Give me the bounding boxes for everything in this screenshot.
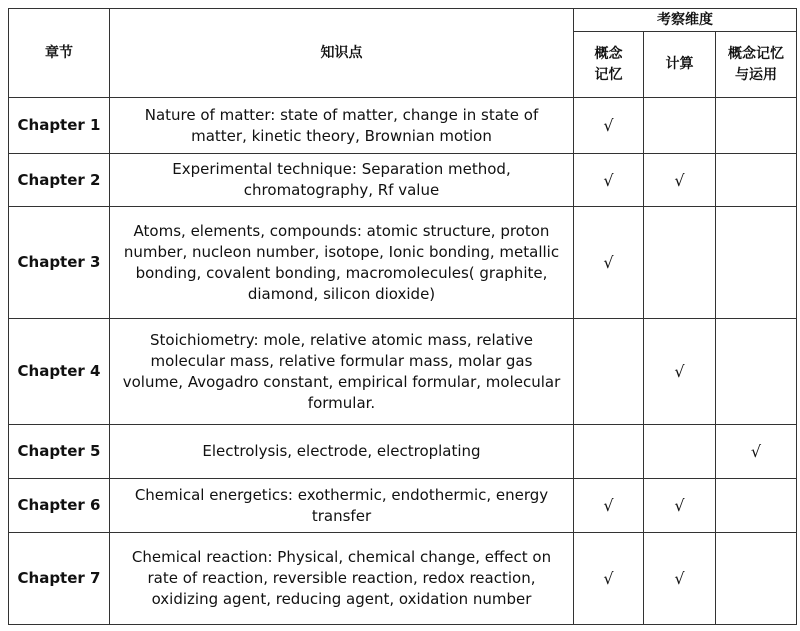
memory-cell: √ bbox=[574, 533, 644, 625]
header-apply-line1: 概念记忆 bbox=[728, 45, 784, 62]
memory-cell bbox=[574, 425, 644, 479]
table-row bbox=[9, 319, 797, 425]
header-memory-line1: 概念 bbox=[594, 45, 623, 62]
table-row bbox=[9, 207, 797, 319]
header-memory bbox=[574, 32, 644, 98]
header-dimension: 考察维度 bbox=[574, 9, 797, 32]
calc-cell: √ bbox=[644, 319, 716, 425]
header-apply bbox=[716, 32, 797, 98]
memory-cell: √ bbox=[574, 479, 644, 533]
apply-cell: √ bbox=[716, 425, 797, 479]
chapter-cell: Chapter 3 bbox=[9, 207, 110, 319]
header-knowledge: 知识点 bbox=[110, 9, 574, 98]
calc-cell: √ bbox=[644, 479, 716, 533]
topic-cell: Chemical energetics: exothermic, endothermic, energy transfer bbox=[110, 479, 574, 533]
calc-cell: √ bbox=[644, 154, 716, 207]
memory-cell bbox=[574, 319, 644, 425]
apply-cell bbox=[716, 319, 797, 425]
apply-cell bbox=[716, 98, 797, 154]
table-row bbox=[9, 154, 797, 207]
knowledge-table bbox=[8, 8, 797, 625]
chapter-cell: Chapter 6 bbox=[9, 479, 110, 533]
chapter-cell: Chapter 5 bbox=[9, 425, 110, 479]
apply-cell bbox=[716, 207, 797, 319]
chapter-cell: Chapter 1 bbox=[9, 98, 110, 154]
topic-cell: Nature of matter: state of matter, change in state of matter, kinetic theory, Brownian motion bbox=[110, 98, 574, 154]
topic-cell: Atoms, elements, compounds: atomic structure, proton number, nucleon number, isotope, Ionic bonding, metallic bonding, covalent bonding, macromolecules( graphite, diamond, silicon dioxide) bbox=[110, 207, 574, 319]
calc-cell: √ bbox=[644, 533, 716, 625]
apply-cell bbox=[716, 154, 797, 207]
table-row bbox=[9, 98, 797, 154]
topic-cell: Stoichiometry: mole, relative atomic mass, relative molecular mass, relative formular mass, molar gas volume, Avogadro constant, empirical formular, molecular formular. bbox=[110, 319, 574, 425]
memory-cell: √ bbox=[574, 98, 644, 154]
header-memory-line2: 记忆 bbox=[594, 66, 623, 83]
table-row bbox=[9, 479, 797, 533]
calc-cell bbox=[644, 207, 716, 319]
chapter-cell: Chapter 2 bbox=[9, 154, 110, 207]
apply-cell bbox=[716, 479, 797, 533]
chapter-cell: Chapter 7 bbox=[9, 533, 110, 625]
header-chapter: 章节 bbox=[9, 9, 110, 98]
knowledge-table-container bbox=[8, 8, 796, 625]
topic-cell: Chemical reaction: Physical, chemical change, effect on rate of reaction, reversible reaction, redox reaction, oxidizing agent, reducing agent, oxidation number bbox=[110, 533, 574, 625]
memory-cell: √ bbox=[574, 207, 644, 319]
topic-cell: Experimental technique: Separation method, chromatography, Rf value bbox=[110, 154, 574, 207]
table-row bbox=[9, 425, 797, 479]
calc-cell bbox=[644, 425, 716, 479]
apply-cell bbox=[716, 533, 797, 625]
chapter-cell: Chapter 4 bbox=[9, 319, 110, 425]
calc-cell bbox=[644, 98, 716, 154]
topic-cell: Electrolysis, electrode, electroplating bbox=[110, 425, 574, 479]
memory-cell: √ bbox=[574, 154, 644, 207]
header-apply-line2: 与运用 bbox=[735, 66, 777, 83]
header-calc: 计算 bbox=[644, 32, 716, 98]
table-row bbox=[9, 533, 797, 625]
